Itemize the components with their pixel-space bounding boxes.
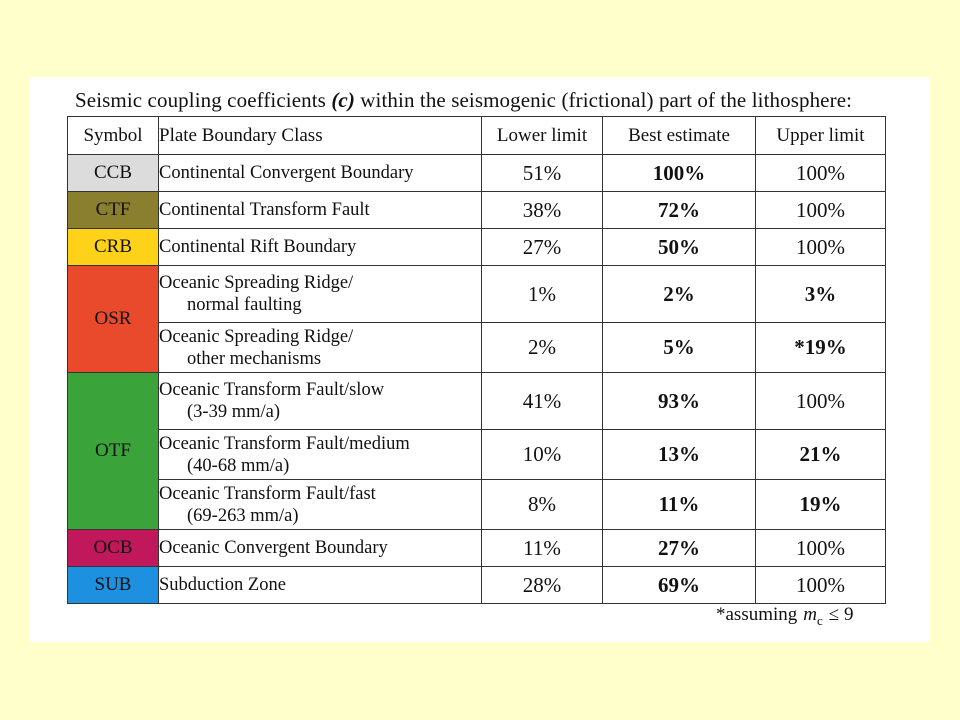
best-estimate-cell: 72% <box>603 192 756 229</box>
class-cell <box>159 430 482 480</box>
best-estimate-cell: 5% <box>603 323 756 373</box>
symbol-cell-ocb: OCB <box>68 530 159 567</box>
upper-limit-cell: *19% <box>756 323 886 373</box>
class-subline: (3-39 mm/a) <box>187 402 280 422</box>
table-row <box>68 530 886 567</box>
table-row <box>68 373 886 430</box>
class-subline: normal faulting <box>187 295 302 315</box>
header-best-estimate: Best estimate <box>603 117 756 155</box>
footnote-relation: ≤ 9 <box>828 604 854 625</box>
upper-limit-cell: 100% <box>756 192 886 229</box>
lower-limit-cell: 51% <box>482 155 603 192</box>
class-line: Oceanic Spreading Ridge/ <box>159 326 354 347</box>
title-symbol: (c) <box>331 88 355 112</box>
footnote-subscript: c <box>817 612 823 628</box>
class-line: Oceanic Convergent Boundary <box>159 538 388 558</box>
symbol-cell-sub: SUB <box>68 567 159 604</box>
symbol-cell-osr: OSR <box>68 266 159 373</box>
lower-limit-cell: 10% <box>482 430 603 480</box>
best-estimate-cell: 93% <box>603 373 756 430</box>
class-line: Continental Rift Boundary <box>159 237 357 257</box>
best-estimate-cell: 13% <box>603 430 756 480</box>
upper-limit-cell: 100% <box>756 229 886 266</box>
class-line: Continental Convergent Boundary <box>159 163 414 183</box>
class-subline: (69-263 mm/a) <box>187 505 299 526</box>
header-upper-limit: Upper limit <box>756 117 886 155</box>
lower-limit-cell: 11% <box>482 530 603 567</box>
table-row <box>68 155 886 192</box>
table-row <box>68 567 886 604</box>
header-plate-boundary-class: Plate Boundary Class <box>159 117 482 155</box>
header-row <box>68 117 886 155</box>
upper-limit-cell: 21% <box>756 430 886 480</box>
class-cell <box>159 373 482 430</box>
class-subline: other mechanisms <box>187 348 322 369</box>
class-cell <box>159 229 482 266</box>
upper-limit-cell: 3% <box>756 266 886 323</box>
table-row <box>68 229 886 266</box>
class-cell <box>159 480 482 530</box>
table-title <box>75 88 852 113</box>
upper-limit-cell: 100% <box>756 530 886 567</box>
upper-limit-cell: 100% <box>756 155 886 192</box>
coupling-table <box>67 116 886 604</box>
class-line: Oceanic Transform Fault/fast <box>159 483 376 504</box>
title-prefix: Seismic coupling coefficients <box>75 88 332 112</box>
upper-limit-cell: 100% <box>756 373 886 430</box>
table-row <box>68 430 886 480</box>
table-row <box>68 266 886 323</box>
lower-limit-cell: 38% <box>482 192 603 229</box>
best-estimate-cell: 11% <box>603 480 756 530</box>
lower-limit-cell: 41% <box>482 373 603 430</box>
class-subline: (40-68 mm/a) <box>187 455 290 476</box>
class-cell <box>159 155 482 192</box>
best-estimate-cell: 2% <box>603 266 756 323</box>
class-line: Oceanic Spreading Ridge/ <box>159 273 354 293</box>
upper-limit-cell: 19% <box>756 480 886 530</box>
table-row <box>68 192 886 229</box>
table-row <box>68 480 886 530</box>
symbol-cell-ctf: CTF <box>68 192 159 229</box>
header-symbol: Symbol <box>68 117 159 155</box>
symbol-cell-otf: OTF <box>68 373 159 530</box>
best-estimate-cell: 27% <box>603 530 756 567</box>
lower-limit-cell: 27% <box>482 229 603 266</box>
upper-limit-cell: 100% <box>756 567 886 604</box>
best-estimate-cell: 69% <box>603 567 756 604</box>
class-line: Oceanic Transform Fault/medium <box>159 433 410 454</box>
table-row <box>68 323 886 373</box>
footnote-text: *assuming <box>716 604 798 625</box>
class-cell <box>159 567 482 604</box>
class-cell <box>159 192 482 229</box>
lower-limit-cell: 28% <box>482 567 603 604</box>
lower-limit-cell: 8% <box>482 480 603 530</box>
best-estimate-cell: 100% <box>603 155 756 192</box>
footnote <box>716 604 853 629</box>
class-cell <box>159 266 482 323</box>
footnote-variable: m <box>803 604 818 625</box>
class-line: Subduction Zone <box>159 575 286 595</box>
class-line: Oceanic Transform Fault/slow <box>159 380 385 400</box>
lower-limit-cell: 2% <box>482 323 603 373</box>
class-cell <box>159 530 482 567</box>
symbol-cell-ccb: CCB <box>68 155 159 192</box>
title-suffix: within the seismogenic (frictional) part of the lithosphere: <box>354 88 853 112</box>
class-cell <box>159 323 482 373</box>
header-lower-limit: Lower limit <box>482 117 603 155</box>
class-line: Continental Transform Fault <box>159 200 370 220</box>
lower-limit-cell: 1% <box>482 266 603 323</box>
best-estimate-cell: 50% <box>603 229 756 266</box>
symbol-cell-crb: CRB <box>68 229 159 266</box>
